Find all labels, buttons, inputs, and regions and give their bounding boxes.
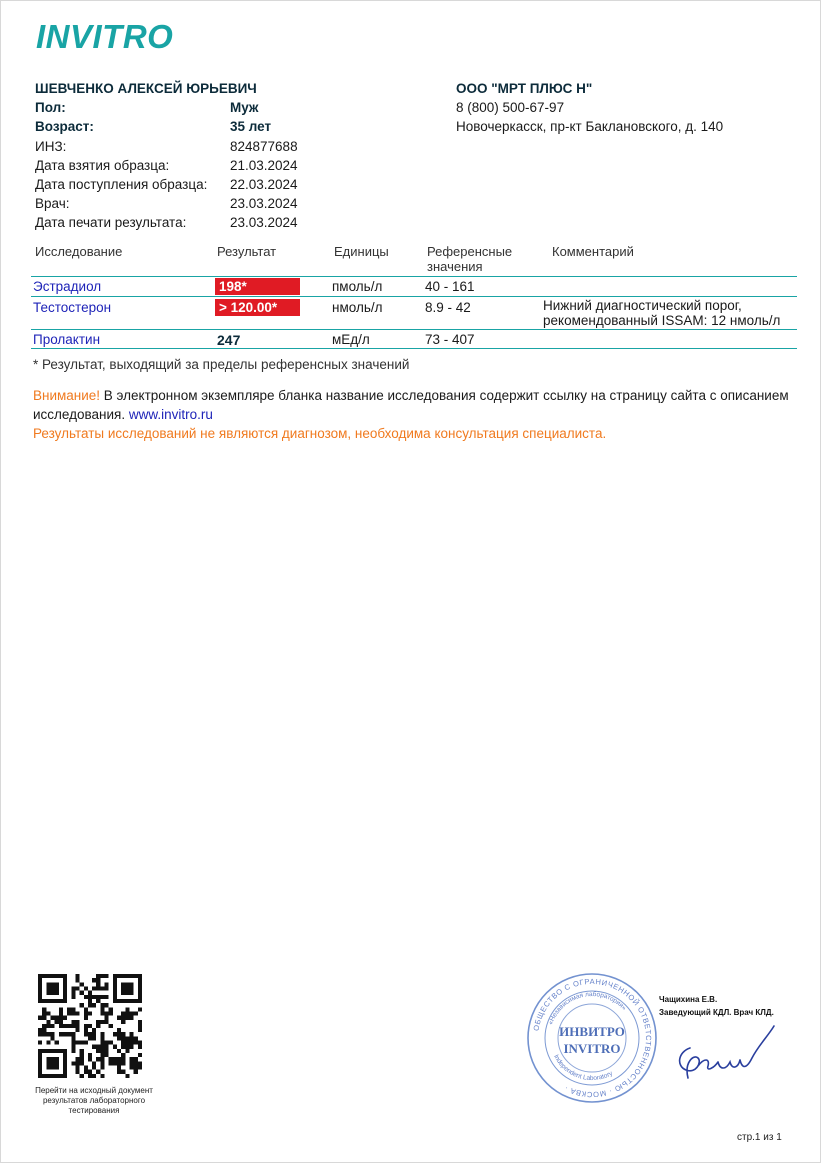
comment-line: Нижний диагностический порог, xyxy=(543,298,742,313)
reference-range: 40 - 161 xyxy=(425,279,475,294)
result-units: мЕд/л xyxy=(332,332,370,347)
signer-name: Чащихина Е.В. xyxy=(659,995,718,1004)
field-label: Дата взятия образца: xyxy=(35,157,170,173)
lab-address: Новочеркасск, пр-кт Баклановского, д. 140 xyxy=(456,119,724,135)
warning-text: В электронном экземпляре бланка название исследования содержит ссылку на страницу сайта с описанием исследования. xyxy=(33,388,789,422)
table-row xyxy=(31,330,797,349)
header-result: Результат xyxy=(217,244,277,259)
table-row xyxy=(31,277,797,296)
field-label: Дата печати результата: xyxy=(35,215,187,231)
result-units: пмоль/л xyxy=(332,279,383,294)
stamp-seal xyxy=(526,972,658,1104)
qr-code[interactable] xyxy=(38,974,142,1078)
invitro-logo: INVITRO xyxy=(36,18,174,55)
test-link[interactable]: Тестостерон xyxy=(33,300,112,315)
patient-name: ШЕВЧЕНКО АЛЕКСЕЙ ЮРЬЕВИЧ xyxy=(35,81,257,96)
svg-text:Independent Laboratory: Independent Laboratory xyxy=(552,1053,614,1083)
field-value: Муж xyxy=(230,100,259,116)
field-value: 22.03.2024 xyxy=(230,176,298,192)
field-value: 824877688 xyxy=(230,138,298,154)
field-label: Дата поступления образца: xyxy=(35,176,208,192)
svg-text:INVITRO: INVITRO xyxy=(563,1041,621,1056)
site-link[interactable]: www.invitro.ru xyxy=(128,407,213,422)
table-row xyxy=(31,297,797,330)
page-number: стр.1 из 1 xyxy=(737,1132,782,1143)
reference-range: 73 - 407 xyxy=(425,332,475,347)
field-value: 35 лет xyxy=(230,119,272,135)
test-link[interactable]: Пролактин xyxy=(33,332,101,347)
lab-org: ООО "МРТ ПЛЮС Н" xyxy=(456,81,593,96)
header-test: Исследование xyxy=(35,244,123,259)
field-value: 23.03.2024 xyxy=(230,196,298,212)
header-ref-line1: Референсные xyxy=(427,244,513,259)
lab-info xyxy=(456,79,723,137)
svg-text:ОБЩЕСТВО С ОГРАНИЧЕННОЙ ОТВЕТС: ОБЩЕСТВО С ОГРАНИЧЕННОЙ ОТВЕТСТВЕННОСТЬЮ · МОСКВА · xyxy=(531,976,654,1100)
table-divider xyxy=(31,348,797,349)
warning-title: Внимание! xyxy=(33,388,101,403)
field-label: Врач: xyxy=(35,196,70,212)
header-comment: Комментарий xyxy=(552,244,634,259)
field-value: 21.03.2024 xyxy=(230,157,298,173)
footnote: * Результат, выходящий за пределы референсных значений xyxy=(33,357,410,372)
handwritten-signature xyxy=(668,1018,778,1086)
signer-block xyxy=(659,993,774,1019)
qr-caption: Перейти на исходный документ результатов лабораторного тестирования xyxy=(35,1086,153,1115)
comment-line: рекомендованный ISSAM: 12 нмоль/л xyxy=(543,313,781,328)
result-units: нмоль/л xyxy=(332,300,383,315)
test-link[interactable]: Эстрадиол xyxy=(33,279,102,294)
field-label: ИНЗ: xyxy=(35,138,67,154)
svg-text:«Независимая лаборатория»: «Независимая лаборатория» xyxy=(547,990,628,1026)
result-normal: 247 xyxy=(217,332,241,348)
field-label: Возраст: xyxy=(35,119,94,135)
header-ref-line2: значения xyxy=(427,259,483,274)
field-label: Пол: xyxy=(35,100,66,116)
svg-text:ИНВИТРО: ИНВИТРО xyxy=(559,1024,625,1039)
warning-block xyxy=(33,386,803,443)
header-units: Единицы xyxy=(334,244,389,259)
disclaimer: Результаты исследований не являются диагнозом, необходима консультация специалиста. xyxy=(33,426,607,441)
field-value: 23.03.2024 xyxy=(230,215,298,231)
lab-phone: 8 (800) 500-67-97 xyxy=(456,100,565,116)
result-abnormal: > 120.00* xyxy=(215,299,300,316)
signer-title: Заведующий КДЛ. Врач КЛД. xyxy=(659,1008,774,1017)
reference-range: 8.9 - 42 xyxy=(425,300,471,315)
result-abnormal: 198* xyxy=(215,278,300,295)
